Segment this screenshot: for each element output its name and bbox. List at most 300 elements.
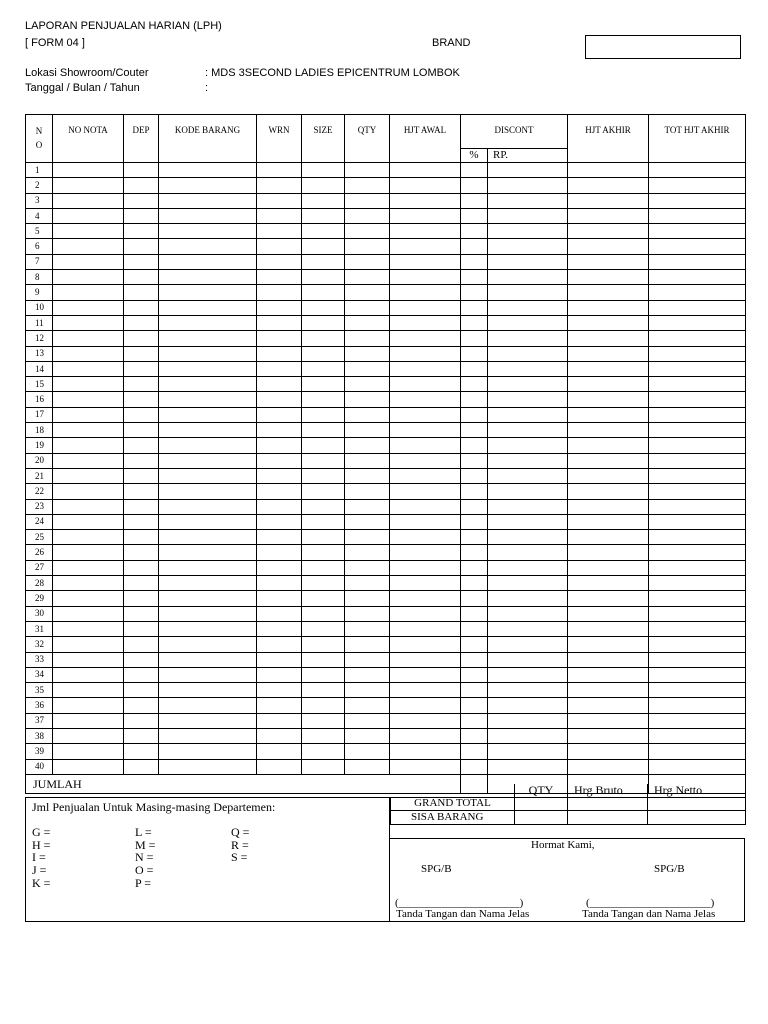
cell-wrn[interactable] bbox=[257, 576, 302, 591]
cell-qty[interactable] bbox=[345, 698, 390, 713]
cell-wrn[interactable] bbox=[257, 377, 302, 392]
cell-wrn[interactable] bbox=[257, 591, 302, 606]
signature-line-right[interactable]: (______________________) bbox=[586, 897, 715, 909]
cell-hjt-akhir[interactable] bbox=[568, 453, 649, 468]
cell-dep[interactable] bbox=[124, 285, 159, 300]
cell-hjt-akhir[interactable] bbox=[568, 285, 649, 300]
cell-disc-pct[interactable] bbox=[461, 683, 488, 698]
cell-size[interactable] bbox=[302, 178, 345, 193]
cell-hjt-akhir[interactable] bbox=[568, 560, 649, 575]
cell-kode-barang[interactable] bbox=[159, 591, 257, 606]
cell-no-nota[interactable] bbox=[53, 713, 124, 728]
cell-tot-hjt-akhir[interactable] bbox=[649, 361, 746, 376]
cell-no-nota[interactable] bbox=[53, 300, 124, 315]
cell-disc-rp[interactable] bbox=[488, 300, 568, 315]
cell-dep[interactable] bbox=[124, 514, 159, 529]
cell-hjt-akhir[interactable] bbox=[568, 667, 649, 682]
cell-wrn[interactable] bbox=[257, 499, 302, 514]
cell-hjt-akhir[interactable] bbox=[568, 698, 649, 713]
cell-qty[interactable] bbox=[345, 407, 390, 422]
cell-no-nota[interactable] bbox=[53, 224, 124, 239]
cell-tot-hjt-akhir[interactable] bbox=[649, 713, 746, 728]
cell-kode-barang[interactable] bbox=[159, 453, 257, 468]
cell-dep[interactable] bbox=[124, 545, 159, 560]
cell-wrn[interactable] bbox=[257, 239, 302, 254]
cell-dep[interactable] bbox=[124, 606, 159, 621]
cell-disc-rp[interactable] bbox=[488, 331, 568, 346]
cell-kode-barang[interactable] bbox=[159, 315, 257, 330]
grand-total-netto[interactable] bbox=[648, 797, 746, 810]
cell-no-nota[interactable] bbox=[53, 453, 124, 468]
cell-no-nota[interactable] bbox=[53, 423, 124, 438]
cell-hjt-awal[interactable] bbox=[390, 254, 461, 269]
cell-hjt-akhir[interactable] bbox=[568, 407, 649, 422]
cell-size[interactable] bbox=[302, 621, 345, 636]
cell-tot-hjt-akhir[interactable] bbox=[649, 728, 746, 743]
cell-tot-hjt-akhir[interactable] bbox=[649, 499, 746, 514]
cell-kode-barang[interactable] bbox=[159, 178, 257, 193]
cell-dep[interactable] bbox=[124, 453, 159, 468]
cell-hjt-awal[interactable] bbox=[390, 683, 461, 698]
cell-kode-barang[interactable] bbox=[159, 392, 257, 407]
cell-hjt-akhir[interactable] bbox=[568, 346, 649, 361]
cell-qty[interactable] bbox=[345, 667, 390, 682]
cell-dep[interactable] bbox=[124, 208, 159, 223]
cell-kode-barang[interactable] bbox=[159, 744, 257, 759]
grand-total-bruto[interactable] bbox=[568, 797, 648, 810]
cell-size[interactable] bbox=[302, 392, 345, 407]
cell-disc-rp[interactable] bbox=[488, 606, 568, 621]
cell-disc-rp[interactable] bbox=[488, 208, 568, 223]
cell-qty[interactable] bbox=[345, 560, 390, 575]
cell-kode-barang[interactable] bbox=[159, 270, 257, 285]
cell-size[interactable] bbox=[302, 560, 345, 575]
cell-hjt-awal[interactable] bbox=[390, 560, 461, 575]
cell-tot-hjt-akhir[interactable] bbox=[649, 208, 746, 223]
sisa-barang-netto[interactable] bbox=[648, 810, 746, 824]
cell-no-nota[interactable] bbox=[53, 683, 124, 698]
cell-hjt-akhir[interactable] bbox=[568, 530, 649, 545]
cell-size[interactable] bbox=[302, 698, 345, 713]
cell-hjt-akhir[interactable] bbox=[568, 163, 649, 178]
cell-kode-barang[interactable] bbox=[159, 423, 257, 438]
cell-disc-rp[interactable] bbox=[488, 484, 568, 499]
cell-disc-rp[interactable] bbox=[488, 346, 568, 361]
cell-dep[interactable] bbox=[124, 407, 159, 422]
cell-hjt-akhir[interactable] bbox=[568, 239, 649, 254]
cell-disc-rp[interactable] bbox=[488, 728, 568, 743]
brand-field[interactable] bbox=[585, 35, 741, 59]
cell-size[interactable] bbox=[302, 208, 345, 223]
cell-hjt-awal[interactable] bbox=[390, 698, 461, 713]
cell-disc-pct[interactable] bbox=[461, 667, 488, 682]
cell-disc-pct[interactable] bbox=[461, 484, 488, 499]
cell-dep[interactable] bbox=[124, 468, 159, 483]
cell-dep[interactable] bbox=[124, 652, 159, 667]
cell-kode-barang[interactable] bbox=[159, 545, 257, 560]
cell-size[interactable] bbox=[302, 453, 345, 468]
cell-wrn[interactable] bbox=[257, 667, 302, 682]
cell-dep[interactable] bbox=[124, 239, 159, 254]
cell-qty[interactable] bbox=[345, 208, 390, 223]
cell-hjt-awal[interactable] bbox=[390, 423, 461, 438]
cell-hjt-awal[interactable] bbox=[390, 178, 461, 193]
cell-wrn[interactable] bbox=[257, 208, 302, 223]
cell-size[interactable] bbox=[302, 576, 345, 591]
cell-tot-hjt-akhir[interactable] bbox=[649, 346, 746, 361]
cell-no-nota[interactable] bbox=[53, 545, 124, 560]
cell-disc-rp[interactable] bbox=[488, 560, 568, 575]
cell-disc-pct[interactable] bbox=[461, 377, 488, 392]
cell-dep[interactable] bbox=[124, 377, 159, 392]
cell-qty[interactable] bbox=[345, 728, 390, 743]
cell-hjt-awal[interactable] bbox=[390, 468, 461, 483]
cell-hjt-awal[interactable] bbox=[390, 728, 461, 743]
cell-tot-hjt-akhir[interactable] bbox=[649, 606, 746, 621]
cell-disc-rp[interactable] bbox=[488, 698, 568, 713]
cell-disc-pct[interactable] bbox=[461, 453, 488, 468]
cell-disc-rp[interactable] bbox=[488, 652, 568, 667]
cell-size[interactable] bbox=[302, 300, 345, 315]
cell-size[interactable] bbox=[302, 193, 345, 208]
cell-disc-pct[interactable] bbox=[461, 606, 488, 621]
cell-wrn[interactable] bbox=[257, 683, 302, 698]
cell-hjt-awal[interactable] bbox=[390, 576, 461, 591]
cell-size[interactable] bbox=[302, 545, 345, 560]
cell-hjt-akhir[interactable] bbox=[568, 713, 649, 728]
cell-disc-pct[interactable] bbox=[461, 545, 488, 560]
cell-tot-hjt-akhir[interactable] bbox=[649, 254, 746, 269]
cell-no-nota[interactable] bbox=[53, 178, 124, 193]
cell-hjt-akhir[interactable] bbox=[568, 361, 649, 376]
cell-hjt-akhir[interactable] bbox=[568, 728, 649, 743]
cell-disc-pct[interactable] bbox=[461, 423, 488, 438]
cell-kode-barang[interactable] bbox=[159, 484, 257, 499]
cell-qty[interactable] bbox=[345, 744, 390, 759]
cell-size[interactable] bbox=[302, 591, 345, 606]
cell-kode-barang[interactable] bbox=[159, 361, 257, 376]
cell-hjt-akhir[interactable] bbox=[568, 377, 649, 392]
cell-size[interactable] bbox=[302, 683, 345, 698]
cell-qty[interactable] bbox=[345, 178, 390, 193]
cell-no-nota[interactable] bbox=[53, 361, 124, 376]
cell-disc-rp[interactable] bbox=[488, 667, 568, 682]
cell-disc-rp[interactable] bbox=[488, 683, 568, 698]
cell-hjt-awal[interactable] bbox=[390, 285, 461, 300]
cell-kode-barang[interactable] bbox=[159, 514, 257, 529]
cell-disc-pct[interactable] bbox=[461, 438, 488, 453]
cell-no-nota[interactable] bbox=[53, 438, 124, 453]
cell-dep[interactable] bbox=[124, 300, 159, 315]
cell-hjt-awal[interactable] bbox=[390, 530, 461, 545]
sisa-barang-bruto[interactable] bbox=[568, 810, 648, 824]
cell-size[interactable] bbox=[302, 728, 345, 743]
cell-wrn[interactable] bbox=[257, 652, 302, 667]
cell-hjt-awal[interactable] bbox=[390, 315, 461, 330]
cell-no-nota[interactable] bbox=[53, 285, 124, 300]
cell-dep[interactable] bbox=[124, 224, 159, 239]
cell-tot-hjt-akhir[interactable] bbox=[649, 300, 746, 315]
cell-dep[interactable] bbox=[124, 728, 159, 743]
cell-size[interactable] bbox=[302, 346, 345, 361]
cell-dep[interactable] bbox=[124, 591, 159, 606]
cell-tot-hjt-akhir[interactable] bbox=[649, 545, 746, 560]
cell-no-nota[interactable] bbox=[53, 591, 124, 606]
cell-hjt-awal[interactable] bbox=[390, 331, 461, 346]
cell-wrn[interactable] bbox=[257, 514, 302, 529]
cell-no-nota[interactable] bbox=[53, 315, 124, 330]
grand-total-qty[interactable] bbox=[515, 797, 568, 810]
cell-no-nota[interactable] bbox=[53, 576, 124, 591]
cell-qty[interactable] bbox=[345, 270, 390, 285]
cell-qty[interactable] bbox=[345, 392, 390, 407]
cell-size[interactable] bbox=[302, 652, 345, 667]
cell-disc-pct[interactable] bbox=[461, 254, 488, 269]
cell-dep[interactable] bbox=[124, 178, 159, 193]
cell-size[interactable] bbox=[302, 163, 345, 178]
cell-disc-rp[interactable] bbox=[488, 193, 568, 208]
cell-dep[interactable] bbox=[124, 499, 159, 514]
cell-wrn[interactable] bbox=[257, 285, 302, 300]
cell-hjt-akhir[interactable] bbox=[568, 652, 649, 667]
cell-tot-hjt-akhir[interactable] bbox=[649, 377, 746, 392]
cell-size[interactable] bbox=[302, 637, 345, 652]
cell-tot-hjt-akhir[interactable] bbox=[649, 591, 746, 606]
cell-hjt-akhir[interactable] bbox=[568, 499, 649, 514]
cell-hjt-akhir[interactable] bbox=[568, 591, 649, 606]
cell-tot-hjt-akhir[interactable] bbox=[649, 270, 746, 285]
cell-qty[interactable] bbox=[345, 346, 390, 361]
cell-kode-barang[interactable] bbox=[159, 468, 257, 483]
cell-no-nota[interactable] bbox=[53, 728, 124, 743]
cell-disc-rp[interactable] bbox=[488, 285, 568, 300]
cell-disc-pct[interactable] bbox=[461, 163, 488, 178]
cell-hjt-awal[interactable] bbox=[390, 224, 461, 239]
cell-kode-barang[interactable] bbox=[159, 438, 257, 453]
cell-disc-pct[interactable] bbox=[461, 560, 488, 575]
cell-dep[interactable] bbox=[124, 163, 159, 178]
cell-qty[interactable] bbox=[345, 545, 390, 560]
cell-hjt-akhir[interactable] bbox=[568, 392, 649, 407]
cell-hjt-akhir[interactable] bbox=[568, 744, 649, 759]
cell-size[interactable] bbox=[302, 285, 345, 300]
cell-dep[interactable] bbox=[124, 744, 159, 759]
cell-disc-pct[interactable] bbox=[461, 285, 488, 300]
cell-qty[interactable] bbox=[345, 315, 390, 330]
cell-no-nota[interactable] bbox=[53, 606, 124, 621]
cell-kode-barang[interactable] bbox=[159, 698, 257, 713]
cell-qty[interactable] bbox=[345, 331, 390, 346]
cell-hjt-akhir[interactable] bbox=[568, 315, 649, 330]
cell-qty[interactable] bbox=[345, 576, 390, 591]
cell-hjt-awal[interactable] bbox=[390, 652, 461, 667]
cell-size[interactable] bbox=[302, 377, 345, 392]
cell-hjt-akhir[interactable] bbox=[568, 683, 649, 698]
cell-tot-hjt-akhir[interactable] bbox=[649, 576, 746, 591]
cell-disc-pct[interactable] bbox=[461, 315, 488, 330]
cell-wrn[interactable] bbox=[257, 178, 302, 193]
cell-kode-barang[interactable] bbox=[159, 300, 257, 315]
cell-kode-barang[interactable] bbox=[159, 208, 257, 223]
cell-disc-pct[interactable] bbox=[461, 239, 488, 254]
cell-hjt-akhir[interactable] bbox=[568, 224, 649, 239]
cell-wrn[interactable] bbox=[257, 484, 302, 499]
cell-tot-hjt-akhir[interactable] bbox=[649, 453, 746, 468]
cell-qty[interactable] bbox=[345, 530, 390, 545]
cell-disc-pct[interactable] bbox=[461, 652, 488, 667]
cell-disc-rp[interactable] bbox=[488, 361, 568, 376]
cell-wrn[interactable] bbox=[257, 346, 302, 361]
cell-kode-barang[interactable] bbox=[159, 621, 257, 636]
cell-hjt-akhir[interactable] bbox=[568, 300, 649, 315]
cell-no-nota[interactable] bbox=[53, 621, 124, 636]
cell-kode-barang[interactable] bbox=[159, 560, 257, 575]
cell-qty[interactable] bbox=[345, 468, 390, 483]
cell-wrn[interactable] bbox=[257, 423, 302, 438]
cell-disc-rp[interactable] bbox=[488, 499, 568, 514]
cell-disc-rp[interactable] bbox=[488, 591, 568, 606]
cell-disc-pct[interactable] bbox=[461, 468, 488, 483]
cell-kode-barang[interactable] bbox=[159, 759, 257, 774]
cell-disc-pct[interactable] bbox=[461, 759, 488, 774]
cell-hjt-awal[interactable] bbox=[390, 407, 461, 422]
cell-wrn[interactable] bbox=[257, 315, 302, 330]
cell-dep[interactable] bbox=[124, 193, 159, 208]
cell-hjt-awal[interactable] bbox=[390, 438, 461, 453]
cell-dep[interactable] bbox=[124, 392, 159, 407]
cell-disc-pct[interactable] bbox=[461, 621, 488, 636]
cell-no-nota[interactable] bbox=[53, 239, 124, 254]
cell-tot-hjt-akhir[interactable] bbox=[649, 759, 746, 774]
cell-wrn[interactable] bbox=[257, 163, 302, 178]
cell-disc-pct[interactable] bbox=[461, 514, 488, 529]
cell-no-nota[interactable] bbox=[53, 193, 124, 208]
cell-size[interactable] bbox=[302, 224, 345, 239]
cell-disc-rp[interactable] bbox=[488, 530, 568, 545]
cell-disc-pct[interactable] bbox=[461, 713, 488, 728]
cell-hjt-awal[interactable] bbox=[390, 606, 461, 621]
cell-no-nota[interactable] bbox=[53, 468, 124, 483]
cell-disc-rp[interactable] bbox=[488, 576, 568, 591]
cell-kode-barang[interactable] bbox=[159, 652, 257, 667]
cell-tot-hjt-akhir[interactable] bbox=[649, 514, 746, 529]
cell-kode-barang[interactable] bbox=[159, 285, 257, 300]
cell-disc-pct[interactable] bbox=[461, 637, 488, 652]
cell-disc-rp[interactable] bbox=[488, 315, 568, 330]
cell-hjt-akhir[interactable] bbox=[568, 484, 649, 499]
cell-wrn[interactable] bbox=[257, 621, 302, 636]
cell-disc-rp[interactable] bbox=[488, 438, 568, 453]
cell-wrn[interactable] bbox=[257, 270, 302, 285]
cell-size[interactable] bbox=[302, 254, 345, 269]
cell-hjt-akhir[interactable] bbox=[568, 178, 649, 193]
cell-tot-hjt-akhir[interactable] bbox=[649, 438, 746, 453]
cell-size[interactable] bbox=[302, 315, 345, 330]
cell-qty[interactable] bbox=[345, 621, 390, 636]
cell-size[interactable] bbox=[302, 270, 345, 285]
cell-wrn[interactable] bbox=[257, 300, 302, 315]
cell-no-nota[interactable] bbox=[53, 499, 124, 514]
cell-dep[interactable] bbox=[124, 560, 159, 575]
cell-disc-pct[interactable] bbox=[461, 331, 488, 346]
cell-size[interactable] bbox=[302, 423, 345, 438]
cell-tot-hjt-akhir[interactable] bbox=[649, 744, 746, 759]
cell-wrn[interactable] bbox=[257, 193, 302, 208]
cell-qty[interactable] bbox=[345, 637, 390, 652]
cell-disc-rp[interactable] bbox=[488, 377, 568, 392]
cell-kode-barang[interactable] bbox=[159, 346, 257, 361]
cell-hjt-awal[interactable] bbox=[390, 744, 461, 759]
cell-dep[interactable] bbox=[124, 361, 159, 376]
cell-wrn[interactable] bbox=[257, 713, 302, 728]
cell-kode-barang[interactable] bbox=[159, 193, 257, 208]
cell-no-nota[interactable] bbox=[53, 346, 124, 361]
cell-dep[interactable] bbox=[124, 698, 159, 713]
cell-qty[interactable] bbox=[345, 652, 390, 667]
cell-hjt-awal[interactable] bbox=[390, 484, 461, 499]
cell-disc-pct[interactable] bbox=[461, 407, 488, 422]
cell-no-nota[interactable] bbox=[53, 744, 124, 759]
cell-qty[interactable] bbox=[345, 514, 390, 529]
cell-no-nota[interactable] bbox=[53, 667, 124, 682]
cell-disc-rp[interactable] bbox=[488, 270, 568, 285]
cell-disc-rp[interactable] bbox=[488, 468, 568, 483]
cell-hjt-akhir[interactable] bbox=[568, 545, 649, 560]
cell-tot-hjt-akhir[interactable] bbox=[649, 698, 746, 713]
cell-kode-barang[interactable] bbox=[159, 224, 257, 239]
cell-dep[interactable] bbox=[124, 637, 159, 652]
cell-dep[interactable] bbox=[124, 484, 159, 499]
cell-hjt-akhir[interactable] bbox=[568, 759, 649, 774]
cell-wrn[interactable] bbox=[257, 407, 302, 422]
cell-hjt-awal[interactable] bbox=[390, 713, 461, 728]
cell-no-nota[interactable] bbox=[53, 560, 124, 575]
cell-size[interactable] bbox=[302, 239, 345, 254]
cell-disc-rp[interactable] bbox=[488, 637, 568, 652]
cell-qty[interactable] bbox=[345, 759, 390, 774]
cell-size[interactable] bbox=[302, 744, 345, 759]
cell-tot-hjt-akhir[interactable] bbox=[649, 423, 746, 438]
cell-disc-pct[interactable] bbox=[461, 208, 488, 223]
cell-no-nota[interactable] bbox=[53, 377, 124, 392]
cell-disc-rp[interactable] bbox=[488, 713, 568, 728]
cell-tot-hjt-akhir[interactable] bbox=[649, 163, 746, 178]
cell-hjt-akhir[interactable] bbox=[568, 193, 649, 208]
cell-size[interactable] bbox=[302, 407, 345, 422]
cell-disc-pct[interactable] bbox=[461, 224, 488, 239]
cell-wrn[interactable] bbox=[257, 468, 302, 483]
cell-dep[interactable] bbox=[124, 530, 159, 545]
cell-no-nota[interactable] bbox=[53, 759, 124, 774]
cell-hjt-awal[interactable] bbox=[390, 499, 461, 514]
cell-hjt-awal[interactable] bbox=[390, 300, 461, 315]
cell-no-nota[interactable] bbox=[53, 652, 124, 667]
cell-hjt-akhir[interactable] bbox=[568, 438, 649, 453]
cell-qty[interactable] bbox=[345, 377, 390, 392]
cell-wrn[interactable] bbox=[257, 438, 302, 453]
cell-tot-hjt-akhir[interactable] bbox=[649, 224, 746, 239]
cell-dep[interactable] bbox=[124, 683, 159, 698]
cell-dep[interactable] bbox=[124, 423, 159, 438]
cell-tot-hjt-akhir[interactable] bbox=[649, 652, 746, 667]
cell-tot-hjt-akhir[interactable] bbox=[649, 331, 746, 346]
cell-qty[interactable] bbox=[345, 683, 390, 698]
cell-wrn[interactable] bbox=[257, 637, 302, 652]
cell-no-nota[interactable] bbox=[53, 514, 124, 529]
cell-no-nota[interactable] bbox=[53, 637, 124, 652]
cell-dep[interactable] bbox=[124, 346, 159, 361]
cell-disc-rp[interactable] bbox=[488, 453, 568, 468]
